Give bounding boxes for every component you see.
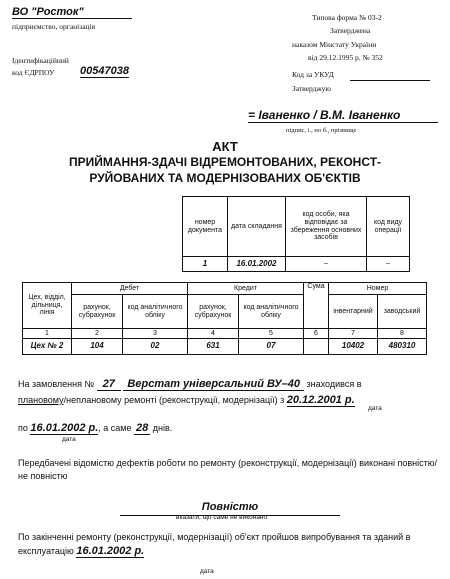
cell-credit-account: 631 xyxy=(188,339,239,355)
final-date: 16.01.2002 р. xyxy=(76,545,145,558)
form-line-3: наказом Мінстату України xyxy=(292,40,377,49)
org-caption: підприємство, організація xyxy=(12,22,96,31)
th-debit-analytic: код аналітичного обліку xyxy=(123,295,188,329)
id-code: 00547038 xyxy=(80,65,129,77)
form-line-2: Затверджена xyxy=(330,26,371,35)
object-name: Верстат універсальний ВУ–40 xyxy=(123,378,304,391)
fully-text: Повністю xyxy=(201,501,259,513)
th-credit-analytic: код аналітичного обліку xyxy=(239,295,304,329)
id-label-1: Ідентифікаційний xyxy=(12,56,69,65)
th-doc-date: дата складання xyxy=(228,197,286,257)
th-debit-account: рахунок, субрахунок xyxy=(72,295,123,329)
cell-sum xyxy=(304,339,329,355)
form-line-1: Типова форма № 03-2 xyxy=(312,13,382,22)
org-name: ВО "Росток" xyxy=(12,6,132,19)
approver-signature: = Іваненко / В.М. Іваненко xyxy=(248,108,438,123)
cell-debit-analytic: 02 xyxy=(123,339,188,355)
cell-debit-account: 104 xyxy=(72,339,123,355)
days-prefix: , а саме xyxy=(98,423,132,433)
final-paragraph xyxy=(18,531,438,560)
days-suffix: днів. xyxy=(152,423,173,433)
doc-number: 1 xyxy=(183,257,228,272)
title-line-3: РУЙОВАНИХ ТА МОДЕРНІЗОВАНИХ ОБ'ЄКТІВ xyxy=(89,171,361,185)
th-credit-account: рахунок, субрахунок xyxy=(188,295,239,329)
th-credit: Кредит xyxy=(188,283,304,295)
from-date-caption: дата xyxy=(368,405,382,412)
cell-inventory: 10402 xyxy=(329,339,378,355)
approve-label: Затверджую xyxy=(292,84,331,93)
operation-code: – xyxy=(367,257,410,272)
document-info-table xyxy=(182,196,410,272)
col-num: 8 xyxy=(378,329,427,339)
order-prefix: На замовлення № xyxy=(18,379,95,389)
accounting-table xyxy=(22,282,427,355)
th-inventory: інвентарний xyxy=(329,295,378,329)
repair-type: плановому xyxy=(18,394,64,405)
col-num: 5 xyxy=(239,329,304,339)
days-count: 28 xyxy=(136,422,149,434)
th-workshop: Цех, відділ, дільниця, лінія xyxy=(23,283,72,329)
responsible-code: – xyxy=(286,257,367,272)
th-sum: Сума xyxy=(304,283,329,329)
col-num: 1 xyxy=(23,329,72,339)
cell-credit-analytic: 07 xyxy=(239,339,304,355)
to-date: 16.01.2002 р. xyxy=(30,422,99,434)
col-num: 3 xyxy=(123,329,188,339)
fully-caption: вказати, що саме не виконано xyxy=(176,514,268,521)
from-date: 20.12.2001 р. xyxy=(286,393,355,406)
ukud-field-line xyxy=(350,80,430,81)
final-text: По закінченні ремонту (реконструкції, модернізації) об'єкт пройшов випробування та зданий в експлуатацію xyxy=(18,532,411,557)
col-num: 7 xyxy=(329,329,378,339)
col-num: 4 xyxy=(188,329,239,339)
id-label-2: код ЄДРПОУ xyxy=(12,68,55,77)
th-doc-number: номер документа xyxy=(183,197,228,257)
to-date-caption: дата xyxy=(62,436,76,443)
col-num: 6 xyxy=(304,329,329,339)
title-act: АКТ xyxy=(212,139,238,154)
th-factory: заводський xyxy=(378,295,427,329)
repair-rest: /неплановому ремонті (реконструкції, модернізації) з xyxy=(63,394,285,405)
title-line-2: ПРИЙМАННЯ-ЗДАЧІ ВІДРЕМОНТОВАНИХ, РЕКОНСТ- xyxy=(68,155,382,169)
cell-factory: 480310 xyxy=(378,339,427,355)
final-date-caption: дата xyxy=(200,568,214,575)
order-mid: знаходився в xyxy=(306,379,362,389)
th-debit: Дебет xyxy=(72,283,188,295)
th-operation-code: код виду операції xyxy=(367,197,410,257)
cell-workshop: Цех № 2 xyxy=(23,339,72,355)
approver-caption: підпис, і., по б., прізвище xyxy=(286,127,357,134)
th-responsible-code: код особи, яка відповідає за збереження основних засобів xyxy=(286,197,367,257)
defects-paragraph: Передбачені відомістю дефектів роботи по ремонту (реконструкції, модернізації) виконані повністю/не повністю xyxy=(18,458,438,482)
form-line-4: від 29.12.1995 р. № 352 xyxy=(308,53,383,62)
doc-date: 16.01.2002 xyxy=(228,257,286,272)
period-paragraph xyxy=(18,421,438,437)
order-number: 27 xyxy=(97,378,121,391)
th-number: Номер xyxy=(329,283,427,295)
col-num: 2 xyxy=(72,329,123,339)
ukud-label: Код за УКУД xyxy=(292,70,334,79)
to-prefix: по xyxy=(18,423,28,433)
